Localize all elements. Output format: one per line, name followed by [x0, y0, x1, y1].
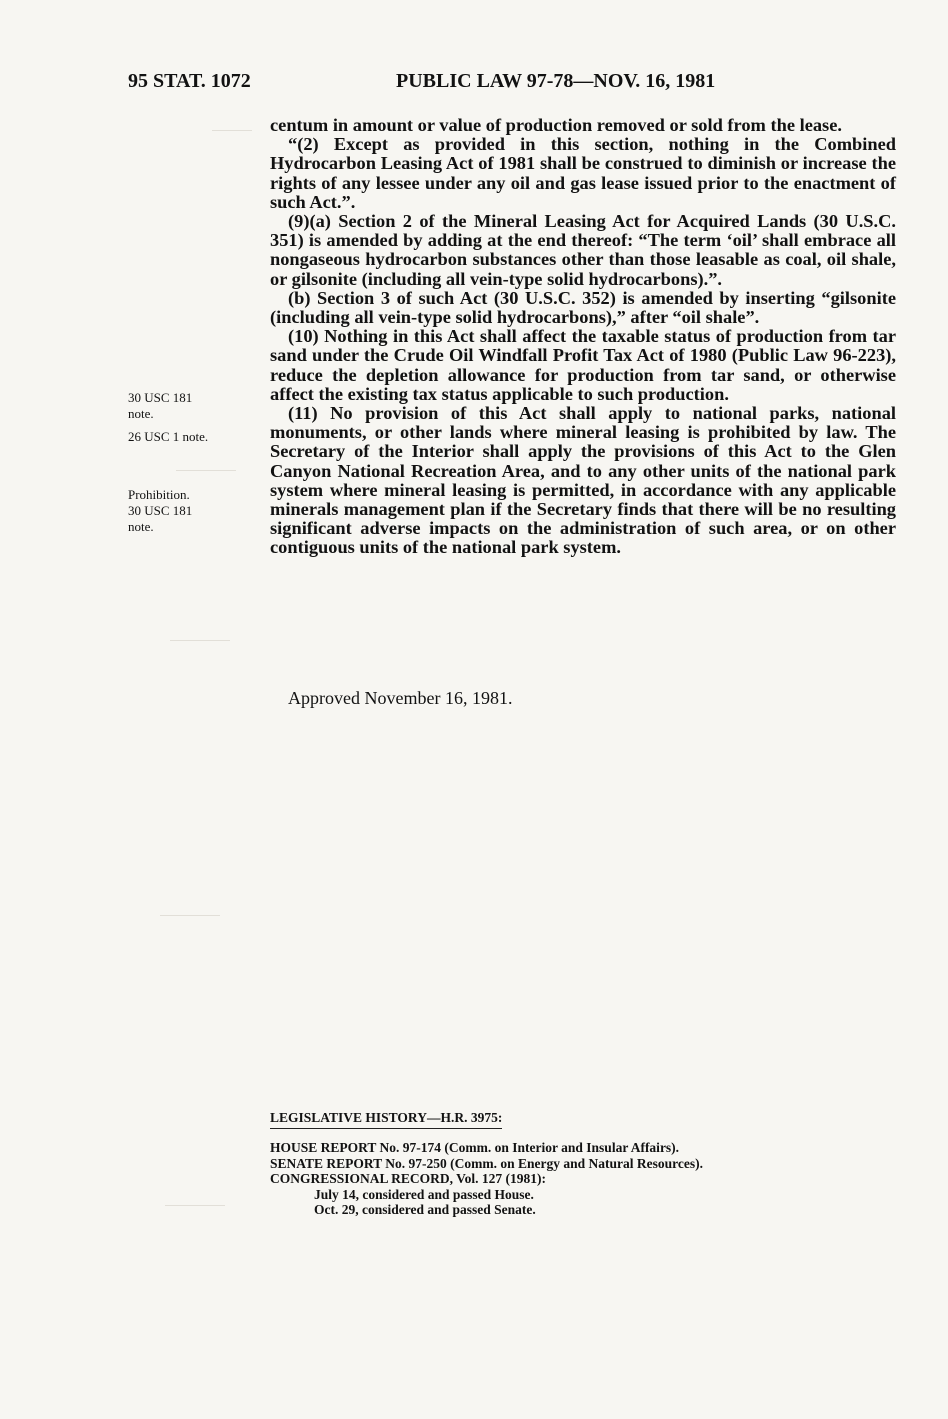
legislative-history-title: LEGISLATIVE HISTORY—H.R. 3975: — [270, 1110, 502, 1129]
statute-page-number: 95 STAT. 1072 — [128, 70, 251, 92]
legislative-history-list — [270, 1140, 703, 1218]
congressional-record-line: CONGRESSIONAL RECORD, Vol. 127 (1981): — [270, 1171, 547, 1186]
house-report-line: HOUSE REPORT No. 97-174 (Comm. on Interior and Insular Affairs). — [270, 1140, 680, 1155]
law-title: PUBLIC LAW 97-78—NOV. 16, 1981 — [396, 70, 716, 92]
senate-report-line: SENATE REPORT No. 97-250 (Comm. on Energy and Natural Resources). — [270, 1155, 704, 1171]
paragraph-section-9a: (9)(a) Section 2 of the Mineral Leasing Act for Acquired Lands (30 U.S.C. 351) is amended by adding at the end thereof: “The term ‘oil’ shall embrace all nongaseous hydrocarbon substances other than those leasable as coal, oil shale, or gilsonite (including all vein-type solid hydrocarbons).”. — [270, 211, 896, 289]
bleed-through-mark — [165, 1195, 225, 1206]
approval-date: Approved November 16, 1981. — [288, 688, 513, 708]
senate-passage-line: Oct. 29, considered and passed Senate. — [314, 1202, 536, 1217]
paragraph-section-9b: (b) Section 3 of such Act (30 U.S.C. 352) is amended by inserting “gilsonite (including all vein-type solid hydrocarbons),” after “oil shale”. — [270, 287, 896, 328]
paragraph-section-10: (10) Nothing in this Act shall affect the taxable status of production from tar sand under the Crude Oil Windfall Profit Tax Act of 1980 (Public Law 96-223), reduce the depletion allowance for production from tar sand, or otherwise affect the existing tax status applicable to such production. — [270, 326, 896, 404]
paragraph-continuation: centum in amount or value of production removed or sold from the lease. — [270, 115, 842, 135]
bleed-through-mark — [170, 630, 230, 641]
paragraph-subsection-2: “(2) Except as provided in this section, nothing in the Combined Hydrocarbon Leasing Act of 1981 shall be construed to diminish or increase the rights of any lessee under any oil and gas lease issued prior to the enactment of such Act.”. — [270, 134, 896, 212]
house-passage-line: July 14, considered and passed House. — [314, 1186, 534, 1202]
paragraph-section-11: (11) No provision of this Act shall apply to national parks, national monuments, or other lands where mineral leasing is prohibited by law. The Secretary of the Interior shall apply the provisions of this Act to the Glen Canyon National Recreation Area, and to any other units of the national park system where mineral leasing is permitted, in accordance with any applicable minerals management plan if the Secretary finds that there will be no resulting significant adverse impacts on the administration of such area, or on other contiguous units of the national park system. — [270, 403, 896, 558]
statute-body — [270, 116, 896, 558]
bleed-through-mark — [212, 120, 252, 131]
bleed-through-mark — [176, 460, 236, 471]
bleed-through-mark — [160, 905, 220, 916]
page-header — [128, 70, 892, 94]
margin-note-26-usc: 26 USC 1 note. — [128, 429, 209, 444]
margin-note-30-usc: 30 USC 181 note. — [128, 390, 193, 421]
margin-note-prohibition: Prohibition. 30 USC 181 note. — [128, 487, 193, 534]
